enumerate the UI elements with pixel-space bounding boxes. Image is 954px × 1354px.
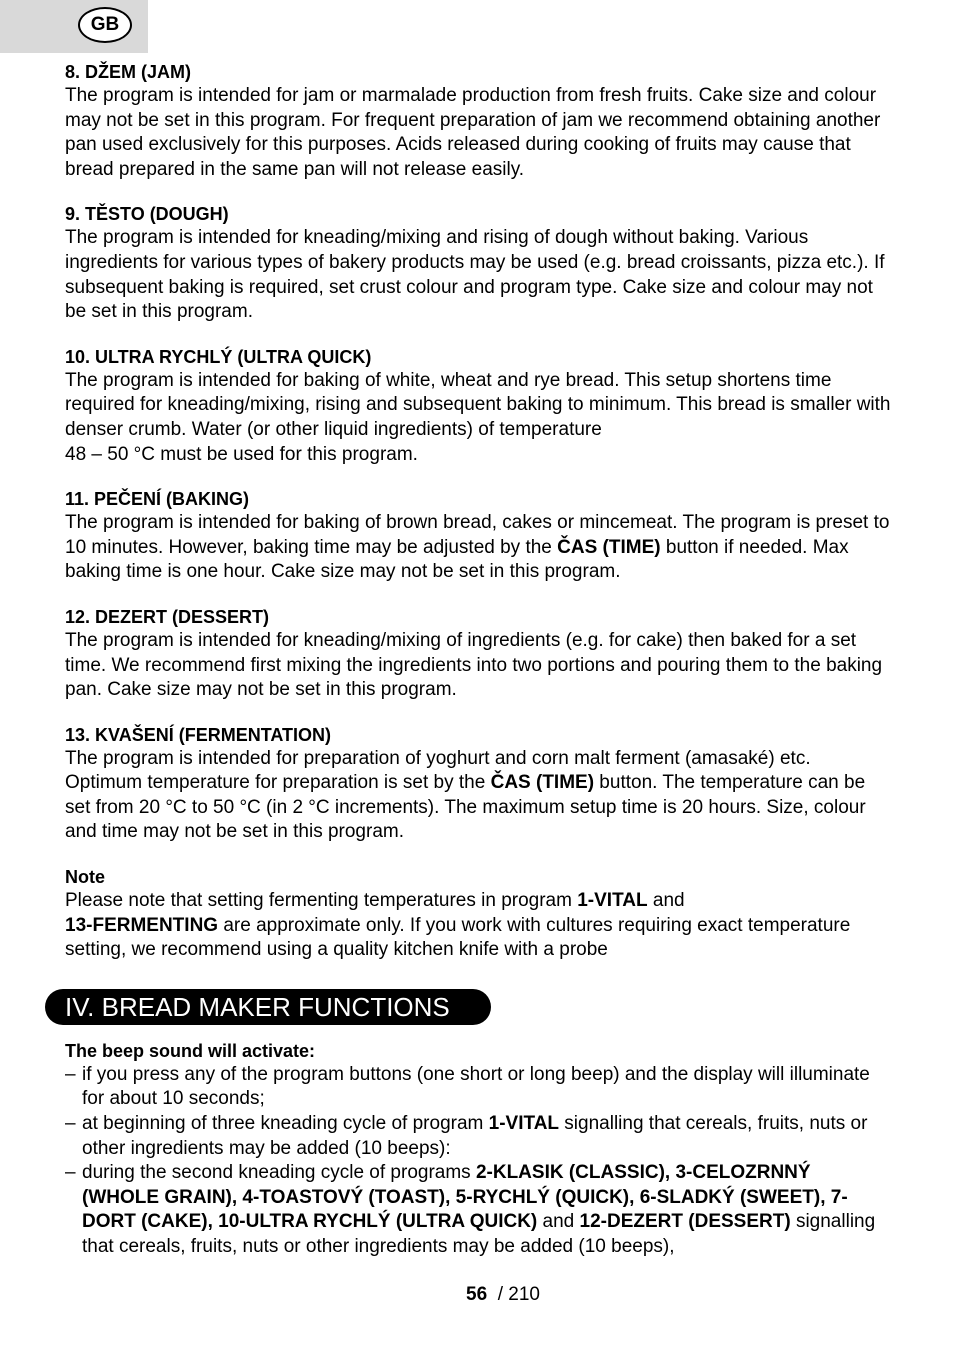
section-heading: 9. TĚSTO (DOUGH) xyxy=(65,204,229,225)
section-dessert xyxy=(65,605,891,703)
section-text-line2: 48 – 50 °C must be used for this program. xyxy=(65,443,418,465)
text-part: The program is intended for baking of brown bread, cakes or mincemeat. The program is preset to 10 minutes. However, baking time may be adjusted by the xyxy=(65,512,890,558)
text-part: and xyxy=(537,1211,580,1233)
section-heading: 10. ULTRA RYCHLÝ (ULTRA QUICK) xyxy=(65,346,372,367)
beep-section xyxy=(65,1039,891,1260)
language-badge: GB xyxy=(78,7,132,43)
section-text: The program is intended for baking of white, wheat and rye bread. This setup shortens time required for kneading/mixing, rising and subsequent baking to minimum. This bread is smaller with denser crumb. Water (or other liquid ingredients) of temperature xyxy=(65,369,891,440)
section-baking xyxy=(65,487,891,585)
beep-list xyxy=(65,1063,891,1260)
note-text xyxy=(65,889,891,963)
time-button-label: ČAS (TIME) xyxy=(490,772,595,794)
section-text: The program is intended for kneading/mixing of ingredients (e.g. for cake) then baked for a set time. We recommend first mixing the ingredients into two portions and pouring them to the baking pan. Cake size may not be set in this program. xyxy=(65,629,883,701)
page-number xyxy=(0,1283,954,1307)
text-part: button. The temperature can be set from 20 °C to 50 °C (in 2 °C increments). The maximum setup time is 20 hours. Size, colour and time may not be set in this program. xyxy=(65,772,866,843)
section-heading: 13. KVAŠENÍ (FERMENTATION) xyxy=(65,724,332,745)
text-part: button if needed. Max baking time is one hour. Cake size may not be set in this program. xyxy=(65,536,849,583)
section-text: The program is intended for kneading/mixing and rising of dough without baking. Various ingredients for various types of bakery products may be used (e.g. bread croissants, pizza etc.). If subsequent baking is required, set crust colour and program type. Cake size and colour may not be set in this program. xyxy=(65,227,885,323)
text-part: signalling that cereals, fruits, nuts or other ingredients may be added (10 beeps): xyxy=(82,1113,868,1159)
program-name: 1-VITAL xyxy=(488,1113,560,1135)
time-button-label: ČAS (TIME) xyxy=(557,536,661,558)
text-part: Please note that setting fermenting temperatures in program xyxy=(65,890,578,912)
list-item xyxy=(65,1161,891,1259)
page-content xyxy=(65,60,891,1280)
note-heading: Note xyxy=(65,867,105,888)
section-ultra-quick xyxy=(65,345,891,467)
section-jam xyxy=(65,60,891,182)
chapter-banner: IV. BREAD MAKER FUNCTIONS xyxy=(45,989,491,1025)
section-dough xyxy=(65,202,891,324)
program-name: 13-FERMENTING xyxy=(65,914,219,936)
language-tab xyxy=(0,0,148,53)
program-names: 2-KLASIK (CLASSIC), 3-CELOZRNNÝ (WHOLE GRAIN), 4-TOASTOVÝ (TOAST), 5-RYCHLÝ (QUICK), 6-SLADKÝ (SWEET), 7-DORT (CAKE), 10-ULTRA RYCHLÝ (ULTRA QUICK) xyxy=(82,1162,848,1233)
beep-heading: The beep sound will activate: xyxy=(65,1040,316,1061)
section-heading: 11. PEČENÍ (BAKING) xyxy=(65,489,250,510)
note-section xyxy=(65,865,891,963)
text-part: at beginning of three kneading cycle of program xyxy=(82,1113,489,1135)
section-fermentation xyxy=(65,723,891,845)
section-text xyxy=(65,747,891,845)
current-page: 56 xyxy=(466,1284,488,1305)
section-text xyxy=(65,511,891,585)
section-heading: 8. DŽEM (JAM) xyxy=(65,62,191,82)
total-pages: / 210 xyxy=(497,1284,540,1305)
program-name: 1-VITAL xyxy=(577,890,648,912)
text-part: are approximate only. If you work with cultures requiring exact temperature setting, we recommend using a quality kitchen knife with a probe xyxy=(65,914,851,961)
text-part: during the second kneading cycle of programs xyxy=(82,1162,476,1184)
text-part: and xyxy=(647,890,685,912)
text-part: The program is intended for preparation of yoghurt and corn malt ferment (amasaké) etc. Optimum temperature for preparation is set by the xyxy=(65,747,811,794)
text-part: signalling that cereals, fruits, nuts or other ingredients may be added (10 beeps), xyxy=(82,1211,876,1257)
list-item xyxy=(65,1112,891,1161)
section-heading: 12. DEZERT (DESSERT) xyxy=(65,606,270,627)
list-item: – if you press any of the program buttons (one short or long beep) and the display will illuminate for about 10 seconds; xyxy=(65,1063,891,1112)
program-name: 12-DEZERT (DESSERT) xyxy=(579,1211,791,1233)
section-text: The program is intended for jam or marmalade production from fresh fruits. Cake size and colour may not be set in this program. For frequent preparation of jam we recommend obtaining another pan used exclusively for this purposes. Acids released during cooking of fruits may cause that bread prepared in the same pan will not release easily. xyxy=(65,85,881,180)
